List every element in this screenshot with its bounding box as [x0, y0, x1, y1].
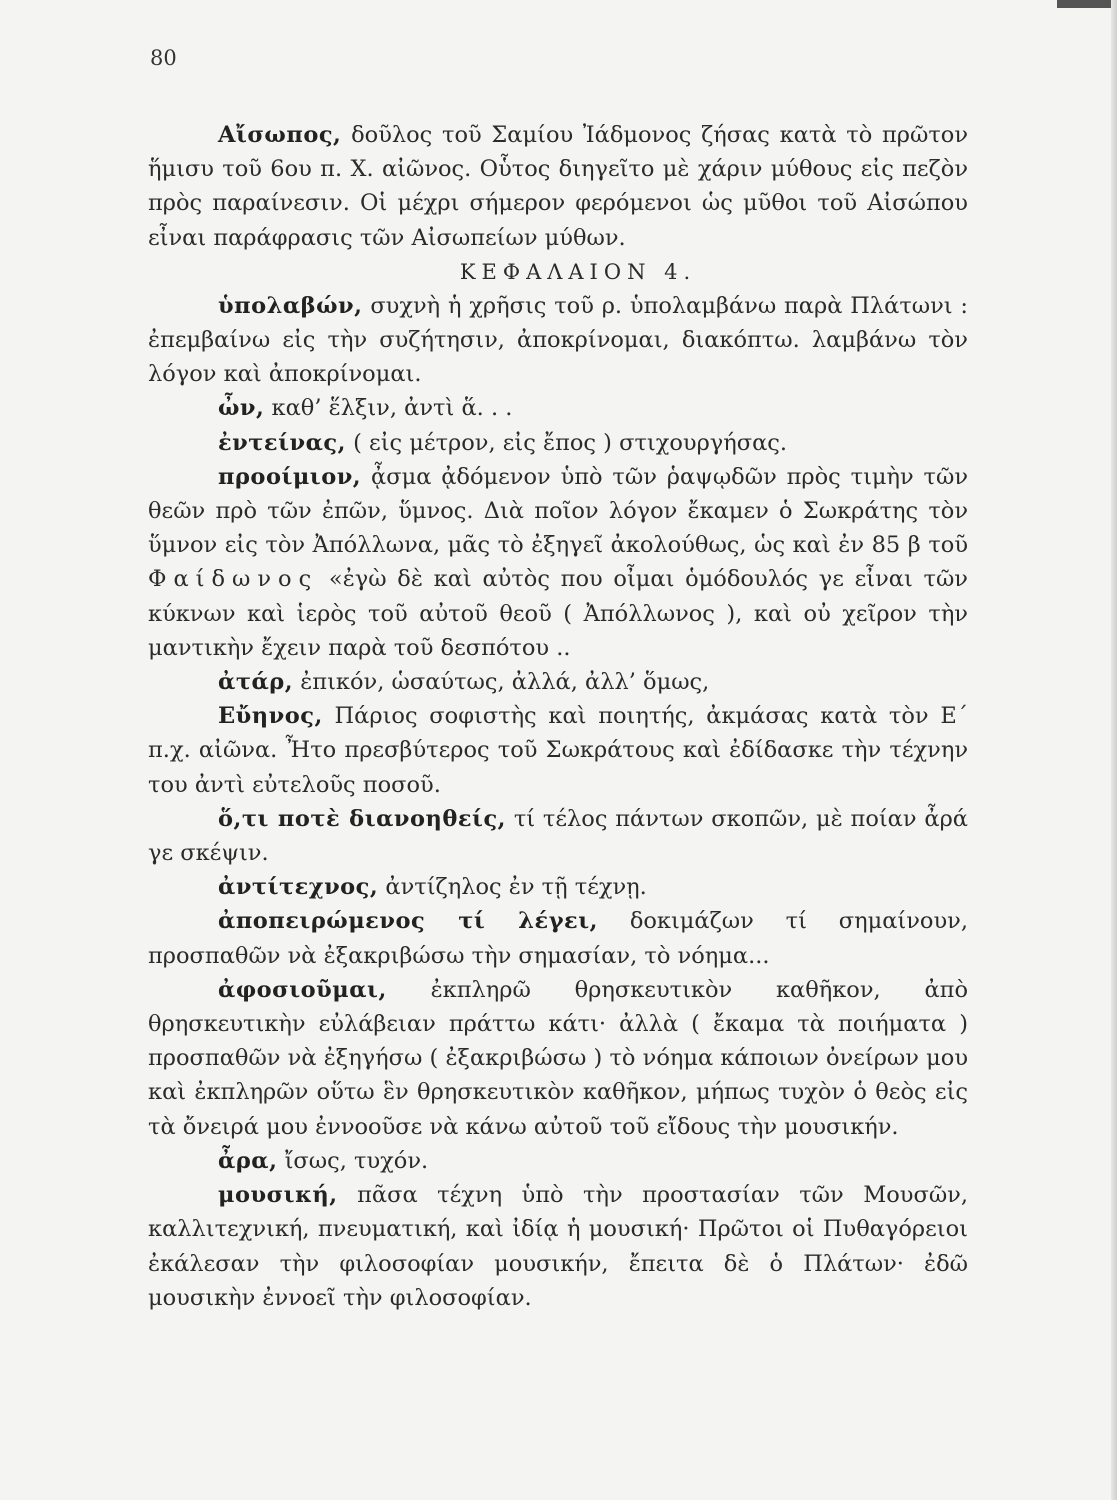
entry-enteinas — [148, 426, 968, 460]
entry-term: ὅ,τι ποτὲ διανοηθείς, — [218, 805, 506, 832]
entry-term: ἀποπειρώμενος τί λέγει, — [218, 908, 598, 935]
spaced-title-phaidon: Φαίδωνος — [148, 566, 319, 593]
chapter-heading: ΚΕΦΑΛΑΙΟΝ 4. — [459, 259, 697, 284]
entry-text: συχνὴ ἡ χρῆσις τοῦ ρ. ὑπολαμβάνω παρὰ Πλάτωνι : ἐπεμβαίνω εἰς τὴν συζήτησιν, ἀποκρίνομαι, διακόπτω. λαμβάνω τὸν λόγον καὶ ἀποκρίνομαι. — [148, 292, 969, 388]
entry-term: μουσική, — [218, 1182, 338, 1209]
entry-text: ᾆσμα ᾀδόμενον ὑπὸ τῶν ῥαψῳδῶν πρὸς τιμὴν τῶν θεῶν πρὸ τῶν ἐπῶν, ὕμνος. Διὰ ποῖον λόγον ἔκαμεν ὁ Σωκράτης τὸν ὕμνον εἰς τὸν Ἀπόλλωνα, μᾶς τὸ ἐξηγεῖ ἀκολούθως, ὡς καὶ ἐν 85 β τοῦ — [148, 463, 968, 559]
entry-text: ἐκπληρῶ θρησκευτικὸν καθῆκον, ἀπὸ θρησκευτικὴν εὐλάβειαν πράττω κάτι· ἀλλὰ ( ἔκαμα τὰ ποιήματα ) προσπαθῶν νὰ ἐξηγήσω ( ἐξακριβώσω ) τὸ νόημα κάποιων ὀνείρων μου καὶ ἐκπληρῶν οὕτω ἓν θρησκευτικὸν καθῆκον, μήπως τυχὸν ὁ θεὸς εἰς τὰ ὄνειρά μου ἐννοοῦσε νὰ κάνω αὐτοῦ τοῦ εἴδους τὴν μουσικήν. — [148, 976, 968, 1140]
entry-euenos — [148, 699, 968, 802]
entry-text: Πάριος σοφιστὴς καὶ ποιητής, ἀκμάσας κατὰ τὸν Ε΄ π.χ. αἰῶνα. Ἦτο πρεσβύτερος τοῦ Σωκράτους καὶ ἐδίδασκε τὴν τέχνην του ἀντὶ εὐτελοῦς ποσοῦ. — [148, 703, 968, 798]
entry-term: ἆρα, — [218, 1147, 278, 1174]
entry-term: ἀντίτεχνος, — [218, 874, 379, 901]
entry-term: ὑπολαβών, — [218, 292, 363, 319]
entry-mousike — [148, 1178, 968, 1315]
entry-ypolabon — [148, 289, 968, 392]
entry-atar — [148, 665, 968, 699]
entry-antitechnos — [148, 870, 968, 904]
entry-apopeiromenos — [148, 904, 968, 972]
entry-prooimion — [148, 460, 968, 665]
entry-text: δοῦλος τοῦ Σαμίου Ἰάδμονος ζήσας κατὰ τὸ πρῶτον ἥμισυ τοῦ 6ου π. Χ. αἰῶνος. Οὗτος διηγεῖτο μὲ χάριν μύθους εἰς πεζὸν πρὸς παραίνεσιν. Οἱ μέχρι σήμερον φερόμενοι ὡς μῦθοι τοῦ Αἰσώπου εἶναι παράφρασις τῶν Αἰσωπείων μύθων. — [148, 122, 968, 251]
entry-text: ἴσως, τυχόν. — [284, 1147, 429, 1174]
entry-term: Αἴσωπος, — [218, 122, 342, 148]
entry-term: ἀτάρ, — [218, 669, 294, 696]
entry-term: ἀφοσιοῦμαι, — [218, 976, 387, 1003]
entry-aphosioumai — [148, 973, 968, 1144]
entry-ara — [148, 1144, 968, 1178]
entry-text: δοκιμάζων τί σημαίνουν, προσπαθῶν νὰ ἐξακριβώσω τὴν σημασίαν, τὸ νόημα... — [148, 908, 968, 969]
entry-term: προοίμιον, — [218, 463, 362, 490]
entry-on — [148, 391, 968, 425]
entry-text: τί τέλος πάντων σκοπῶν, μὲ ποίαν ἆρά γε σκέψιν. — [148, 805, 968, 867]
scan-edge-mark — [1057, 0, 1117, 8]
entry-term: ἐντείνας, — [218, 429, 346, 456]
page-body — [148, 118, 968, 1315]
entry-aisopos — [148, 118, 968, 255]
entry-text: ἀντίζηλος ἐν τῇ τέχνῃ. — [385, 874, 647, 901]
page-edge-shadow — [1111, 0, 1117, 1500]
entry-text: πᾶσα τέχνη ὑπὸ τὴν προστασίαν τῶν Μουσῶν, καλλιτεχνική, πνευματική, καὶ ἰδίᾳ ἡ μουσική· Πρῶτοι οἱ Πυθαγόρειοι ἐκάλεσαν τὴν φιλοσοφίαν μουσικήν, ἔπειτα δὲ ὁ Πλάτων· ἐδῶ μουσικὴν ἐννοεῖ τὴν φιλοσοφίαν. — [148, 1182, 968, 1311]
entry-text: ( εἰς μέτρον, εἰς ἔπος ) στιχουργήσας. — [353, 429, 788, 456]
entry-term: ὦν, — [218, 395, 265, 422]
page-number: 80 — [150, 46, 177, 70]
entry-text: καθ’ ἕλξιν, ἀντὶ ἅ. . . — [271, 395, 513, 422]
entry-oti-pote — [148, 802, 968, 870]
entry-text: ἐπικόν, ὡσαύτως, ἀλλά, ἀλλ’ ὅμως, — [300, 669, 710, 696]
entry-term: Εὔηνος, — [218, 703, 323, 730]
entry-text-quote: «ἐγὼ δὲ καὶ αὐτὸς που οἶμαι ὁμόδουλός γε εἶναι τῶν κύκνων καὶ ἱερὸς τοῦ αὐτοῦ θεοῦ ( Ἀπόλλωνος ), καὶ οὐ χεῖρον τὴν μαντικὴν ἔχειν παρὰ τοῦ δεσπότου .. — [148, 566, 968, 661]
